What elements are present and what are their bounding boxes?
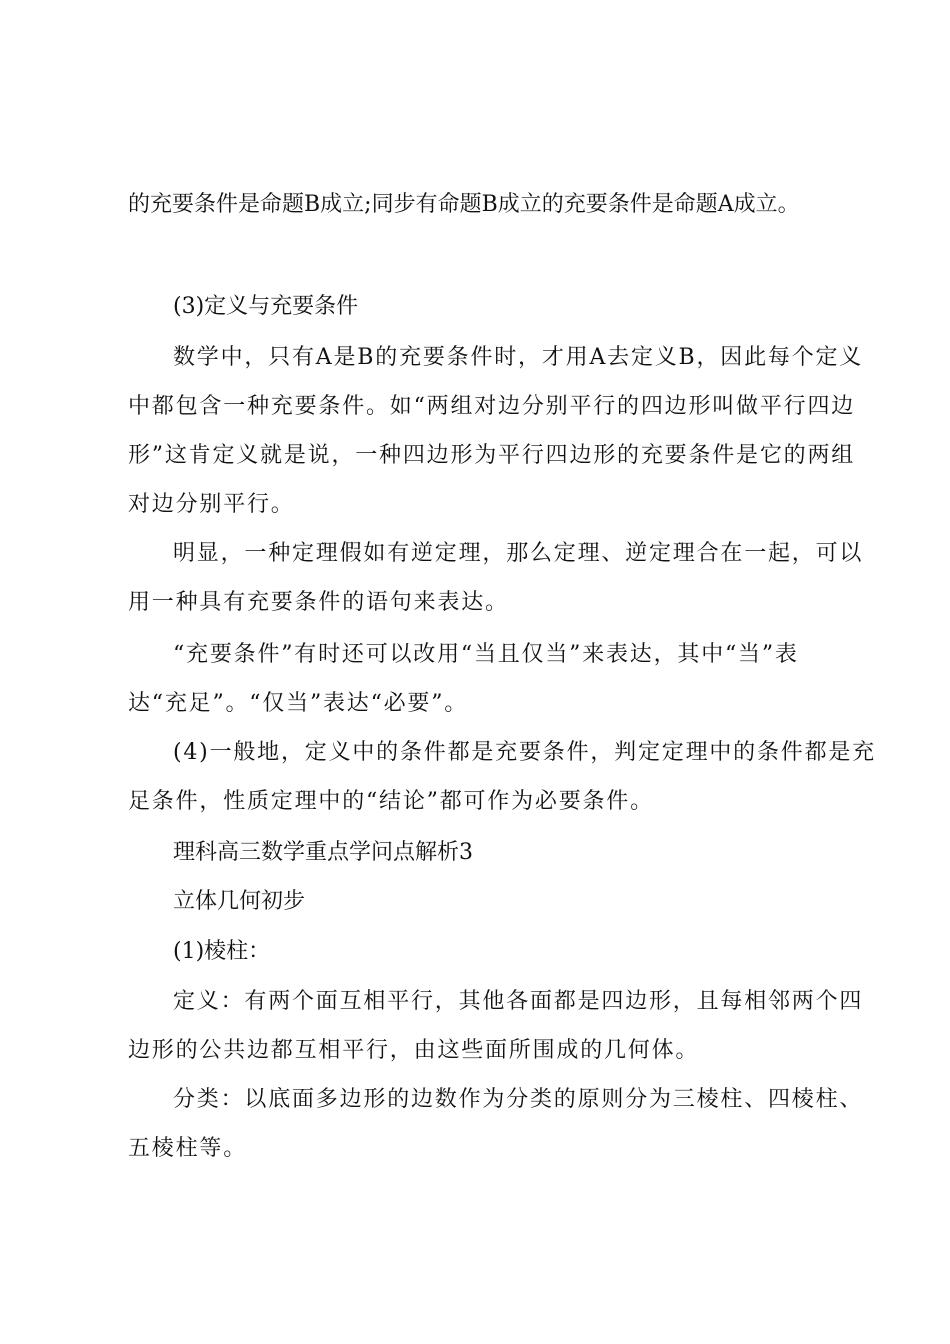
text-line: 明显，一种定理假如有逆定理，那么定理、逆定理合在一起，可以 [173,541,864,566]
section-heading: (3)定义与充要条件 [173,294,359,319]
text-line: 对边分别平行。 [128,492,295,517]
text-line: 中都包含一种充要条件。如“两组对边分别平行的四边形叫做平行四边 [128,394,856,419]
text-line: 五棱柱等。 [128,1136,248,1161]
text-line: 用一种具有充要条件的语句来表达。 [128,590,509,615]
text-line: 足条件，性质定理中的“结论”都可作为必要条件。 [128,789,654,814]
text-line: 形”这肯定义就是说，一种四边形为平行四边形的充要条件是它的两组 [128,443,856,468]
text-line: (4)一般地，定义中的条件都是充要条件，判定定理中的条件都是充 [173,740,876,765]
text-line: 的充要条件是命题B成立;同步有命题B成立的充要条件是命题A成立。 [128,192,800,217]
text-line: 达“充足”。“仅当”表达“必要”。 [128,691,469,716]
section-heading: 立体几何初步 [173,889,306,914]
text-line: “充要条件”有时还可以改用“当且仅当”来表达，其中“当”表 [173,642,799,667]
text-line: 定义：有两个面互相平行，其他各面都是四边形，且每相邻两个四 [173,989,864,1014]
text-line: 分类：以底面多边形的边数作为分类的原则分为三棱柱、四棱柱、 [173,1087,864,1112]
section-title: 理科高三数学重点学问点解析3 [173,840,473,865]
text-line: 数学中，只有A是B的充要条件时，才用A去定义B，因此每个定义 [173,345,864,370]
section-heading: (1)棱柱： [173,939,271,964]
text-line: 边形的公共边都互相平行，由这些面所围成的几何体。 [128,1038,700,1063]
